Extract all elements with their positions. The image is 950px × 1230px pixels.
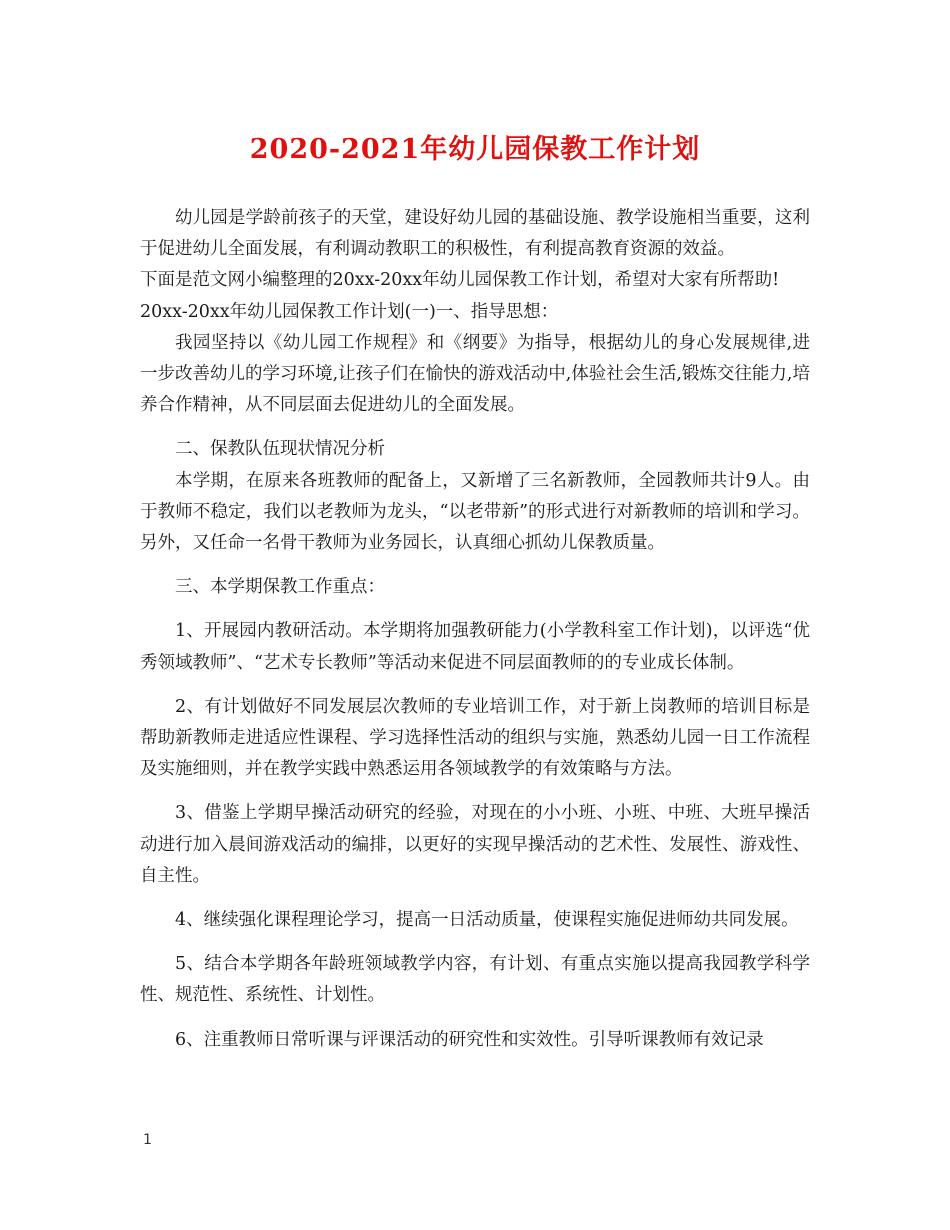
intro-paragraph: 幼儿园是学龄前孩子的天堂，建设好幼儿园的基础设施、教学设施相当重要，这利于促进幼儿全面发展，有利调动教职工的积极性，有利提高教育资源的效益。	[140, 208, 810, 260]
page-number: 1	[143, 1132, 152, 1148]
list-item-1: 1、开展园内教研活动。本学期将加强教研能力(小学教科室工作计划)，以评选“优秀领域教师”、“艺术专长教师”等活动来促进不同层面教师的的专业成长体制。	[140, 621, 810, 673]
list-item-3: 3、借鉴上学期早操活动研究的经验，对现在的小小班、小班、中班、大班早操活动进行加入晨间游戏活动的编排，以更好的实现早操活动的艺术性、发展性、游戏性、自主性。	[140, 803, 810, 886]
intro-note: 下面是范文网小编整理的20xx-20xx年幼儿园保教工作计划，希望对大家有所帮助!	[140, 270, 780, 291]
section-1-body: 我园坚持以《幼儿园工作规程》和《纲要》为指导，根据幼儿的身心发展规律,进一步改善幼儿的学习环境,让孩子们在愉快的游戏活动中,体验社会生活,锻炼交往能力,培养合作精神，从不同层面去促进幼儿的全面发展。	[140, 332, 810, 416]
section-2-body: 本学期，在原来各班教师的配备上，又新增了三名新教师，全园教师共计9人。由于教师不稳定，我们以老教师为龙头，“以老带新”的形式进行对新教师的培训和学习。另外，又任命一名骨干教师为业务园长，认真细心抓幼儿保教质量。	[140, 470, 810, 554]
section-3-heading: 三、本学期保教工作重点：	[175, 577, 385, 598]
list-item-2: 2、有计划做好不同发展层次教师的专业培训工作，对于新上岗教师的培训目标是帮助新教师走进适应性课程、学习选择性活动的组织与实施，熟悉幼儿园一日工作流程及实施细则，并在教学实践中熟悉运用各领域教学的有效策略与方法。	[140, 696, 810, 780]
plan-heading-line	[140, 297, 810, 328]
section-1-heading: 一、指导思想：	[435, 301, 559, 322]
document-body	[140, 203, 810, 1056]
list-item-6: 6、注重教师日常听课与评课活动的研究性和实效性。引导听课教师有效记录	[175, 1029, 764, 1050]
list-item-4: 4、继续强化课程理论学习，提高一日活动质量，使课程实施促进师幼共同发展。	[175, 910, 799, 931]
section-2-heading: 二、保教队伍现状情况分析	[175, 439, 385, 460]
document-title: 2020-2021年幼儿园保教工作计划	[249, 134, 701, 165]
plan-heading: 20xx-20xx年幼儿园保教工作计划(一)	[140, 301, 436, 322]
list-item-5: 5、结合本学期各年龄班领域教学内容，有计划、有重点实施以提高我园教学科学性、规范性、系统性、计划性。	[140, 954, 810, 1006]
